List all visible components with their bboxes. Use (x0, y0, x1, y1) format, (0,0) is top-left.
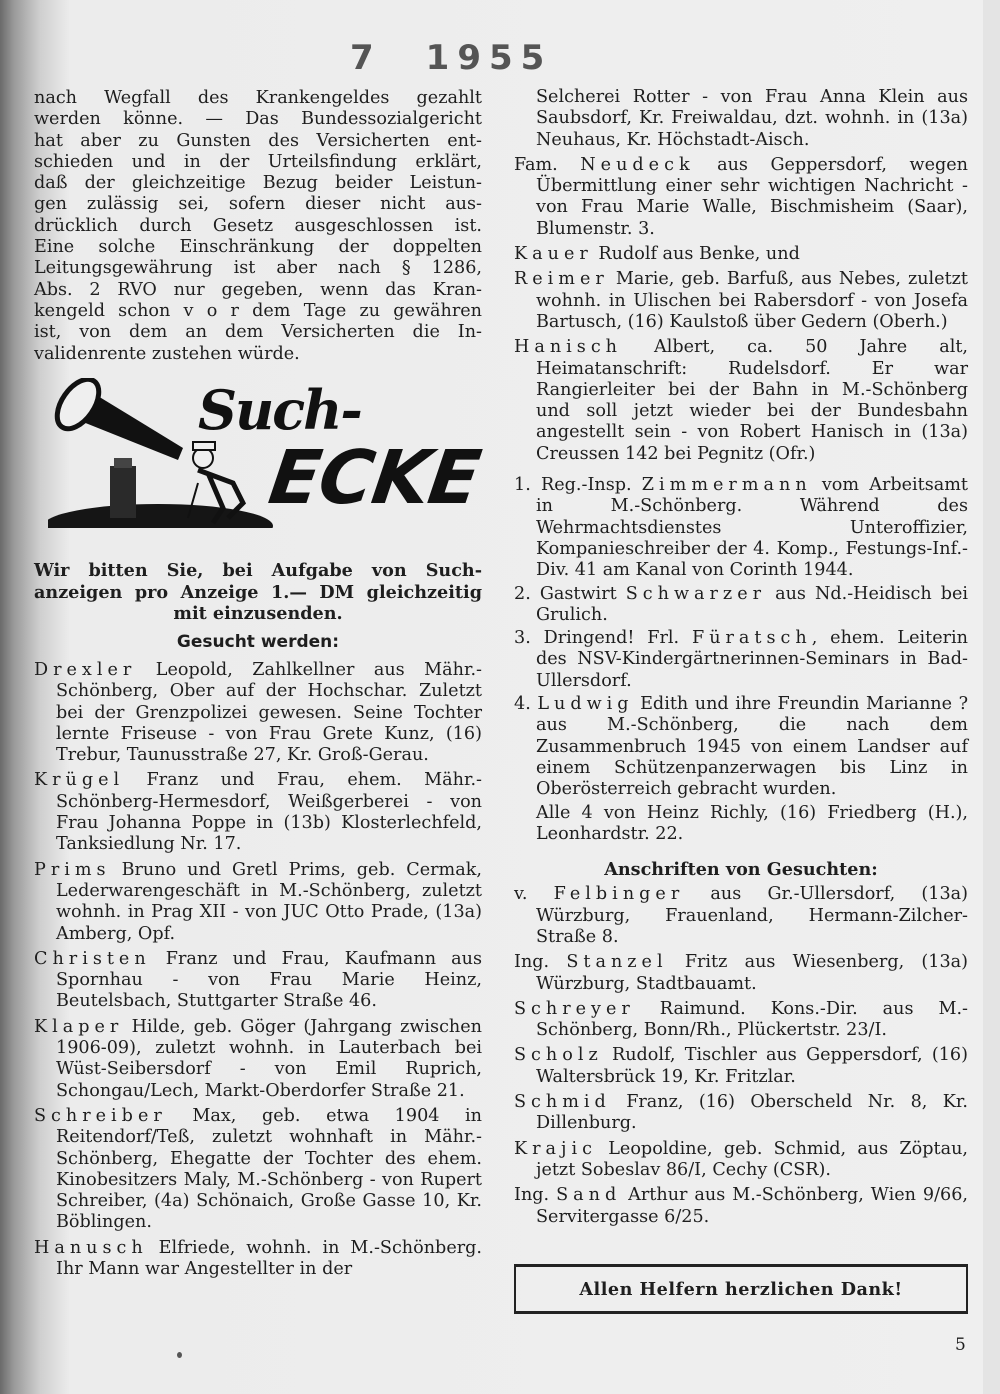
entry-text: Arthur aus M.-Schönberg, Wien 9/66, Servitergasse 6/25. (536, 1185, 968, 1227)
person-name: Ludwig (537, 694, 634, 715)
numbered-item (514, 694, 968, 800)
man-hat (193, 442, 215, 450)
list-item (34, 1238, 482, 1281)
text-line: Leitungsgewährung ist aber nach § 1286, (34, 258, 482, 279)
list-item (514, 337, 968, 465)
text-line: hat aber zu Gunsten des Versicherten ent- (34, 130, 482, 151)
person-name: Schwarzer (625, 583, 767, 604)
entry-prefix: v. (514, 884, 554, 905)
item-number: 2. (514, 583, 531, 604)
ink-speck (177, 1352, 182, 1358)
entry-text: Franz und Frau, ehem. Mähr.-Schönberg-Hermesdorf, Weißgerberei - von Frau Johanna Poppe in (13b) Klosterlechfeld, Tanksiedlung Nr. 17. (56, 770, 482, 855)
person-name: Sand (556, 1185, 622, 1206)
gesucht-heading: Gesucht werden: (176, 632, 340, 652)
entry-text: Rudolf aus Benke, und (592, 244, 800, 265)
issue-year: 1955 (425, 38, 553, 78)
item-number: 1. (514, 475, 531, 496)
person-name: Schmid (514, 1092, 611, 1113)
list-item (514, 269, 968, 333)
entry-prefix: Dringend! Frl. (543, 628, 692, 649)
entry-text: aus Geppersdorf, wegen Übermittlung einer sehr wichtigen Nachricht - von Frau Marie Walle, Bischmisheim (Saar), Blumenstr. 3. (536, 154, 968, 239)
person-name: Prims (34, 859, 111, 880)
numbered-item (514, 584, 968, 627)
entry-text: Hilde, geb. Göger (Jahrgang zwischen 1906-09), zuletzt wohnh. in Lauterbach bei Wüst-Seibersdorf - von Emil Ruprich, Schongau/Lech, Markt-Oberdorfer Straße 21. (56, 1016, 482, 1101)
address-item (514, 952, 968, 995)
tower-top (114, 458, 132, 468)
person-name: Felbinger (553, 884, 685, 905)
entry-text: vom Arbeitsamt in M.-Schönberg. Während des Wehrmachtsdienstes Unteroffizier, Kompanieschreiber der 4. Komp., Festungs-Inf.-Div. 41 am Kanal von Corinth 1944. (536, 475, 969, 581)
all-four-note: Alle 4 von Heinz Richly, (16) Friedberg (H.), Leonhardstr. 22. (536, 802, 968, 844)
address-item (514, 999, 968, 1042)
person-name: Kauer (514, 244, 593, 265)
numbered-item (514, 628, 968, 692)
text-line: Abs. 2 RVO nur gegeben, wenn das Kran- (34, 279, 482, 300)
person-name: Krügel (34, 770, 125, 791)
person-name: Hanusch (34, 1237, 148, 1258)
list-item (34, 770, 482, 855)
person-name: Hanisch (514, 337, 623, 358)
entry-text: Rudolf, Tischler aus Geppersdorf, (16) Waltersbrück 19, Kr. Fritzlar. (536, 1045, 968, 1087)
continued-entry: Selcherei Rotter - von Frau Anna Klein aus Saubsdorf, Kr. Freiwaldau, dzt. wohnh. in (13a) Neuhaus, Kr. Höchstadt-Aisch. (536, 87, 968, 150)
right-column (514, 87, 968, 1232)
entry-text: Marie, geb. Barfuß, aus Nebes, zuletzt wohnh. in Ulischen bei Rabersdorf - von Josefa Bartusch, (16) Kaulstoß über Gedern (Oberh.) (536, 269, 968, 332)
entry-prefix: Gastwirt (539, 583, 626, 604)
issue-number: 7 (350, 38, 382, 78)
page-number: 5 (955, 1335, 966, 1355)
entry-prefix: Reg.-Insp. (540, 475, 642, 496)
person-name: Drexler (34, 660, 137, 680)
notice-line: mit einzusenden. (173, 603, 343, 624)
person-name: Stanzel (566, 952, 668, 973)
issue-date-stamp (350, 38, 552, 78)
text-line: ist, von dem an dem Versicherten die In- (34, 322, 482, 343)
notice-line: Wir bitten Sie, bei Aufgabe von Such- (34, 560, 482, 581)
item-number: 3. (514, 628, 531, 649)
entry-text: Leopold, Zahlkellner aus Mähr.-Schönberg, Ober auf der Hochschar. Zuletzt bei der Grenzpolizei gewesen. Seine Tochter lernte Friseuse - von Frau Grete Kunz, (16) Trebur, Taunusstraße 27, Kr. Groß-Gerau. (56, 660, 482, 766)
person-name: Scholz (514, 1045, 603, 1066)
person-name: Krajic (514, 1138, 597, 1159)
person-name: Schreiber (34, 1105, 167, 1126)
list-item (34, 1106, 482, 1234)
intro-paragraph (34, 88, 482, 365)
such-ecke-banner (48, 378, 488, 528)
entry-text: Fritz aus Wiesenberg, (13a) Würzburg, Stadtbauamt. (536, 952, 968, 994)
address-item (514, 1139, 968, 1182)
address-item (514, 1045, 968, 1088)
thanks-text: Allen Helfern herzlichen Dank! (579, 1278, 903, 1300)
text-line: werden könne. — Das Bundessozialgericht (34, 109, 482, 130)
person-name: Zimmermann (641, 475, 812, 496)
address-item (514, 884, 968, 948)
entry-prefix: Fam. (514, 154, 581, 175)
entry-text: Elfriede, wohnh. in M.-Schönberg. Ihr Mann war Angestellter in der (56, 1237, 482, 1280)
list-item (34, 1017, 482, 1102)
person-name: Schreyer (514, 998, 635, 1019)
text-line: gen zulässig sei, sofern dieser nicht aus- (34, 194, 482, 215)
wanted-persons-list (34, 660, 482, 1284)
banner-script-word: Such- (198, 378, 361, 442)
text-line: validenrente zustehen würde. (34, 343, 300, 364)
item-number: 4. (514, 694, 531, 715)
entry-text: Leopoldine, geb. Schmid, aus Zöptau, jetzt Sobeslav 86/I, Cechy (CSR). (536, 1138, 968, 1180)
text-line: nach Wegfall des Krankengeldes gezahlt (34, 88, 482, 108)
submission-notice (34, 560, 482, 625)
entry-text: , ehem. Leiterin des NSV-Kindergärtnerinnen-Seminars in Bad-Ullersdorf. (536, 628, 968, 691)
scan-margin (983, 0, 1000, 1394)
address-item (514, 1185, 968, 1228)
entry-prefix: Ing. (514, 1185, 557, 1206)
entry-text: aus Gr.-Ullersdorf, (13a) Würzburg, Frauenland, Hermann-Zilcher-Straße 8. (536, 884, 968, 947)
text-line: kengeld schon v o r dem Tage zu gewähren (34, 300, 482, 321)
text-line: Eine solche Einschränkung der doppelten (34, 237, 482, 258)
text-line: drücklich durch Gesetz ausgeschlossen ist. (34, 215, 482, 236)
list-item (34, 949, 482, 1013)
numbered-item (514, 475, 968, 581)
entry-text: Franz, (16) Oberscheld Nr. 8, Kr. Dillenburg. (536, 1092, 968, 1134)
list-item (514, 244, 968, 265)
entry-text: Edith und ihre Freundin Marianne ? aus M.-Schönberg, die nach dem Zusammenbruch 1945 von einem Landser auf einem Schützenpanzerwagen bis Linz in Oberösterreich gebracht wurden. (536, 694, 969, 800)
banner-block-word: ECKE (263, 435, 485, 521)
address-item (514, 1092, 968, 1135)
person-name: Reimer (514, 269, 609, 290)
notice-line: anzeigen pro Anzeige 1.— DM gleichzeitig (34, 581, 482, 603)
list-item (34, 660, 482, 766)
entry-text: Bruno und Gretl Prims, geb. Cermak, Lederwarengeschäft in M.-Schönberg, zuletzt wohnh. in Prag XII - von JUC Otto Prade, (13a) Amberg, Opf. (56, 859, 482, 944)
entry-text: Albert, ca. 50 Jahre alt, Heimatanschrift: Rudelsdorf. Er war Rangierleiter bei der Bahn in M.-Schönberg und soll jetzt wieder bei der Bundesbahn angestellt sein - von Robert Hanisch in (13a) Creussen 142 bei Pegnitz (Ofr.) (536, 337, 968, 464)
text-line: daß der gleichzeitige Bezug beider Leistun- (34, 173, 482, 194)
person-name: Christen (34, 948, 151, 969)
tower-shape (110, 466, 136, 518)
entry-text: aus Nd.-Heidisch bei Grulich. (536, 583, 969, 625)
person-name: Klaper (34, 1016, 124, 1037)
person-name: Neudeck (580, 154, 695, 175)
text-line: schieden und in der Urteilsfindung erklärt, (34, 151, 482, 172)
entry-text: Max, geb. etwa 1904 in Reitendorf/Teß, zuletzt wohnhaft in Mähr.-Schönberg, Ehegatte der Tochter des ehem. Kinobesitzers Maly, M.-Schönberg - von Rupert Schreiber, (4a) Schönaich, Große Gasse 10, Kr. Böblingen. (56, 1105, 482, 1233)
anschriften-heading: Anschriften von Gesuchten: (604, 859, 878, 881)
person-name: Füratsch (691, 628, 812, 649)
list-item (514, 155, 968, 240)
list-item (34, 860, 482, 945)
entry-prefix: Ing. (514, 952, 567, 973)
entry-text: Franz und Frau, Kaufmann aus Spornhau - von Frau Marie Heinz, Beutelsbach, Stuttgarter Straße 46. (56, 948, 482, 1012)
entry-text: Raimund. Kons.-Dir. aus M.-Schönberg, Bonn/Rh., Plückertstr. 23/I. (536, 998, 968, 1041)
thanks-box (514, 1264, 968, 1314)
